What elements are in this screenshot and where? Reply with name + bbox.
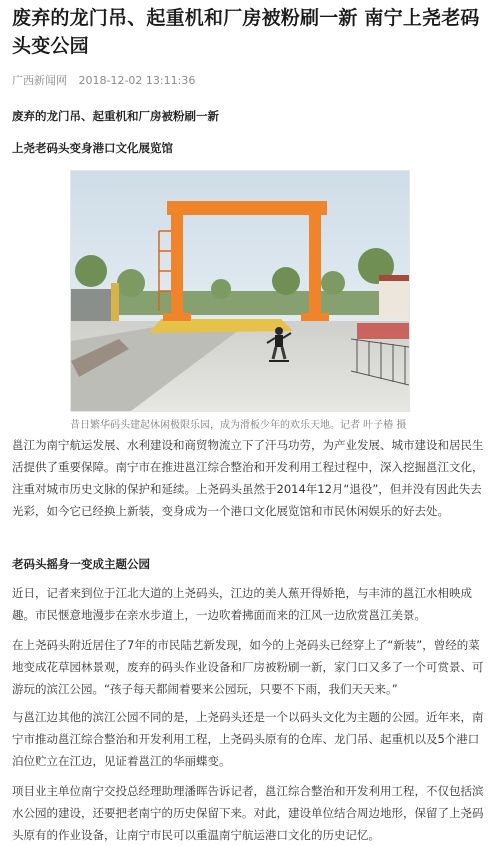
paragraph-5: 项目业主单位南宁交投总经理助理潘晖告诉记者，邕江综合整治和开发利用工程，不仅包括滨水公园的建设，还要把老南宁的历史保留下来。对此，建设单位结合周边地形，保留了上尧码头原有的作业设备，让南宁市民可以重温南宁航运港口文化的历史记忆。 bbox=[12, 784, 484, 842]
article-title: 废弃的龙门吊、起重机和厂房被粉刷一新 南宁上尧老码头变公园 bbox=[12, 7, 480, 57]
article-meta bbox=[12, 72, 195, 88]
gantry-crane-park-photo bbox=[71, 171, 409, 411]
paragraph-4: 与邕江边其他的滨江公园不同的是，上尧码头还是一个以码头文化为主题的公园。近年来，南宁市推动邕江综合整治和开发利用工程，上尧码头原有的仓库、龙门吊、起重机以及5个港口泊位贮立在江边，见证着邕江的华丽蝶变。 bbox=[12, 710, 484, 768]
source-label[interactable]: 广西新闻网 bbox=[12, 74, 67, 87]
subtitle-2: 上尧老码头变身港口文化展览馆 bbox=[12, 141, 173, 155]
section-heading: 老码头摇身一变成主题公园 bbox=[12, 557, 150, 571]
paragraph-2: 近日，记者来到位于江北大道的上尧码头，江边的美人蕉开得娇艳，与丰沛的邕江水相映成趣。市民惬意地漫步在亲水步道上，一边吹着拂面而来的江风一边欣赏邕江美景。 bbox=[12, 586, 472, 622]
subtitle-1: 废弃的龙门吊、起重机和厂房被粉刷一新 bbox=[12, 109, 219, 123]
article-photo bbox=[70, 170, 410, 412]
photo-caption: 昔日繁华码头建起休闲极限乐园，成为滑板少年的欢乐天地。记者 叶子椿 摄 bbox=[70, 420, 407, 431]
publish-time: 2018-12-02 13:11:36 bbox=[78, 74, 196, 87]
paragraph-1: 邕江为南宁航运发展、水利建设和商贸物流立下了汗马功劳，为产业发展、城市建设和居民生活提供了重要保障。南宁市在推进邕江综合整治和开发利用工程过程中，深入挖掘邕江文化，注重对城市历史文脉的保护和延续。上尧码头虽然于2014年12月“退役”，但并没有因此失去光彩，如今它已经换上新装，变身成为一个港口文化展览馆和市民休闲娱乐的好去处。 bbox=[12, 438, 484, 518]
paragraph-3: 在上尧码头附近居住了7年的市民陆艺新发现，如今的上尧码头已经穿上了“新装”，曾经的菜地变成花草园林景观，废弃的码头作业设备和厂房被粉刷一新，家门口又多了一个可赏景、可游玩的滨江公园。“孩子每天都闹着要来公园玩，只要不下雨，我们天天来。” bbox=[12, 638, 484, 696]
